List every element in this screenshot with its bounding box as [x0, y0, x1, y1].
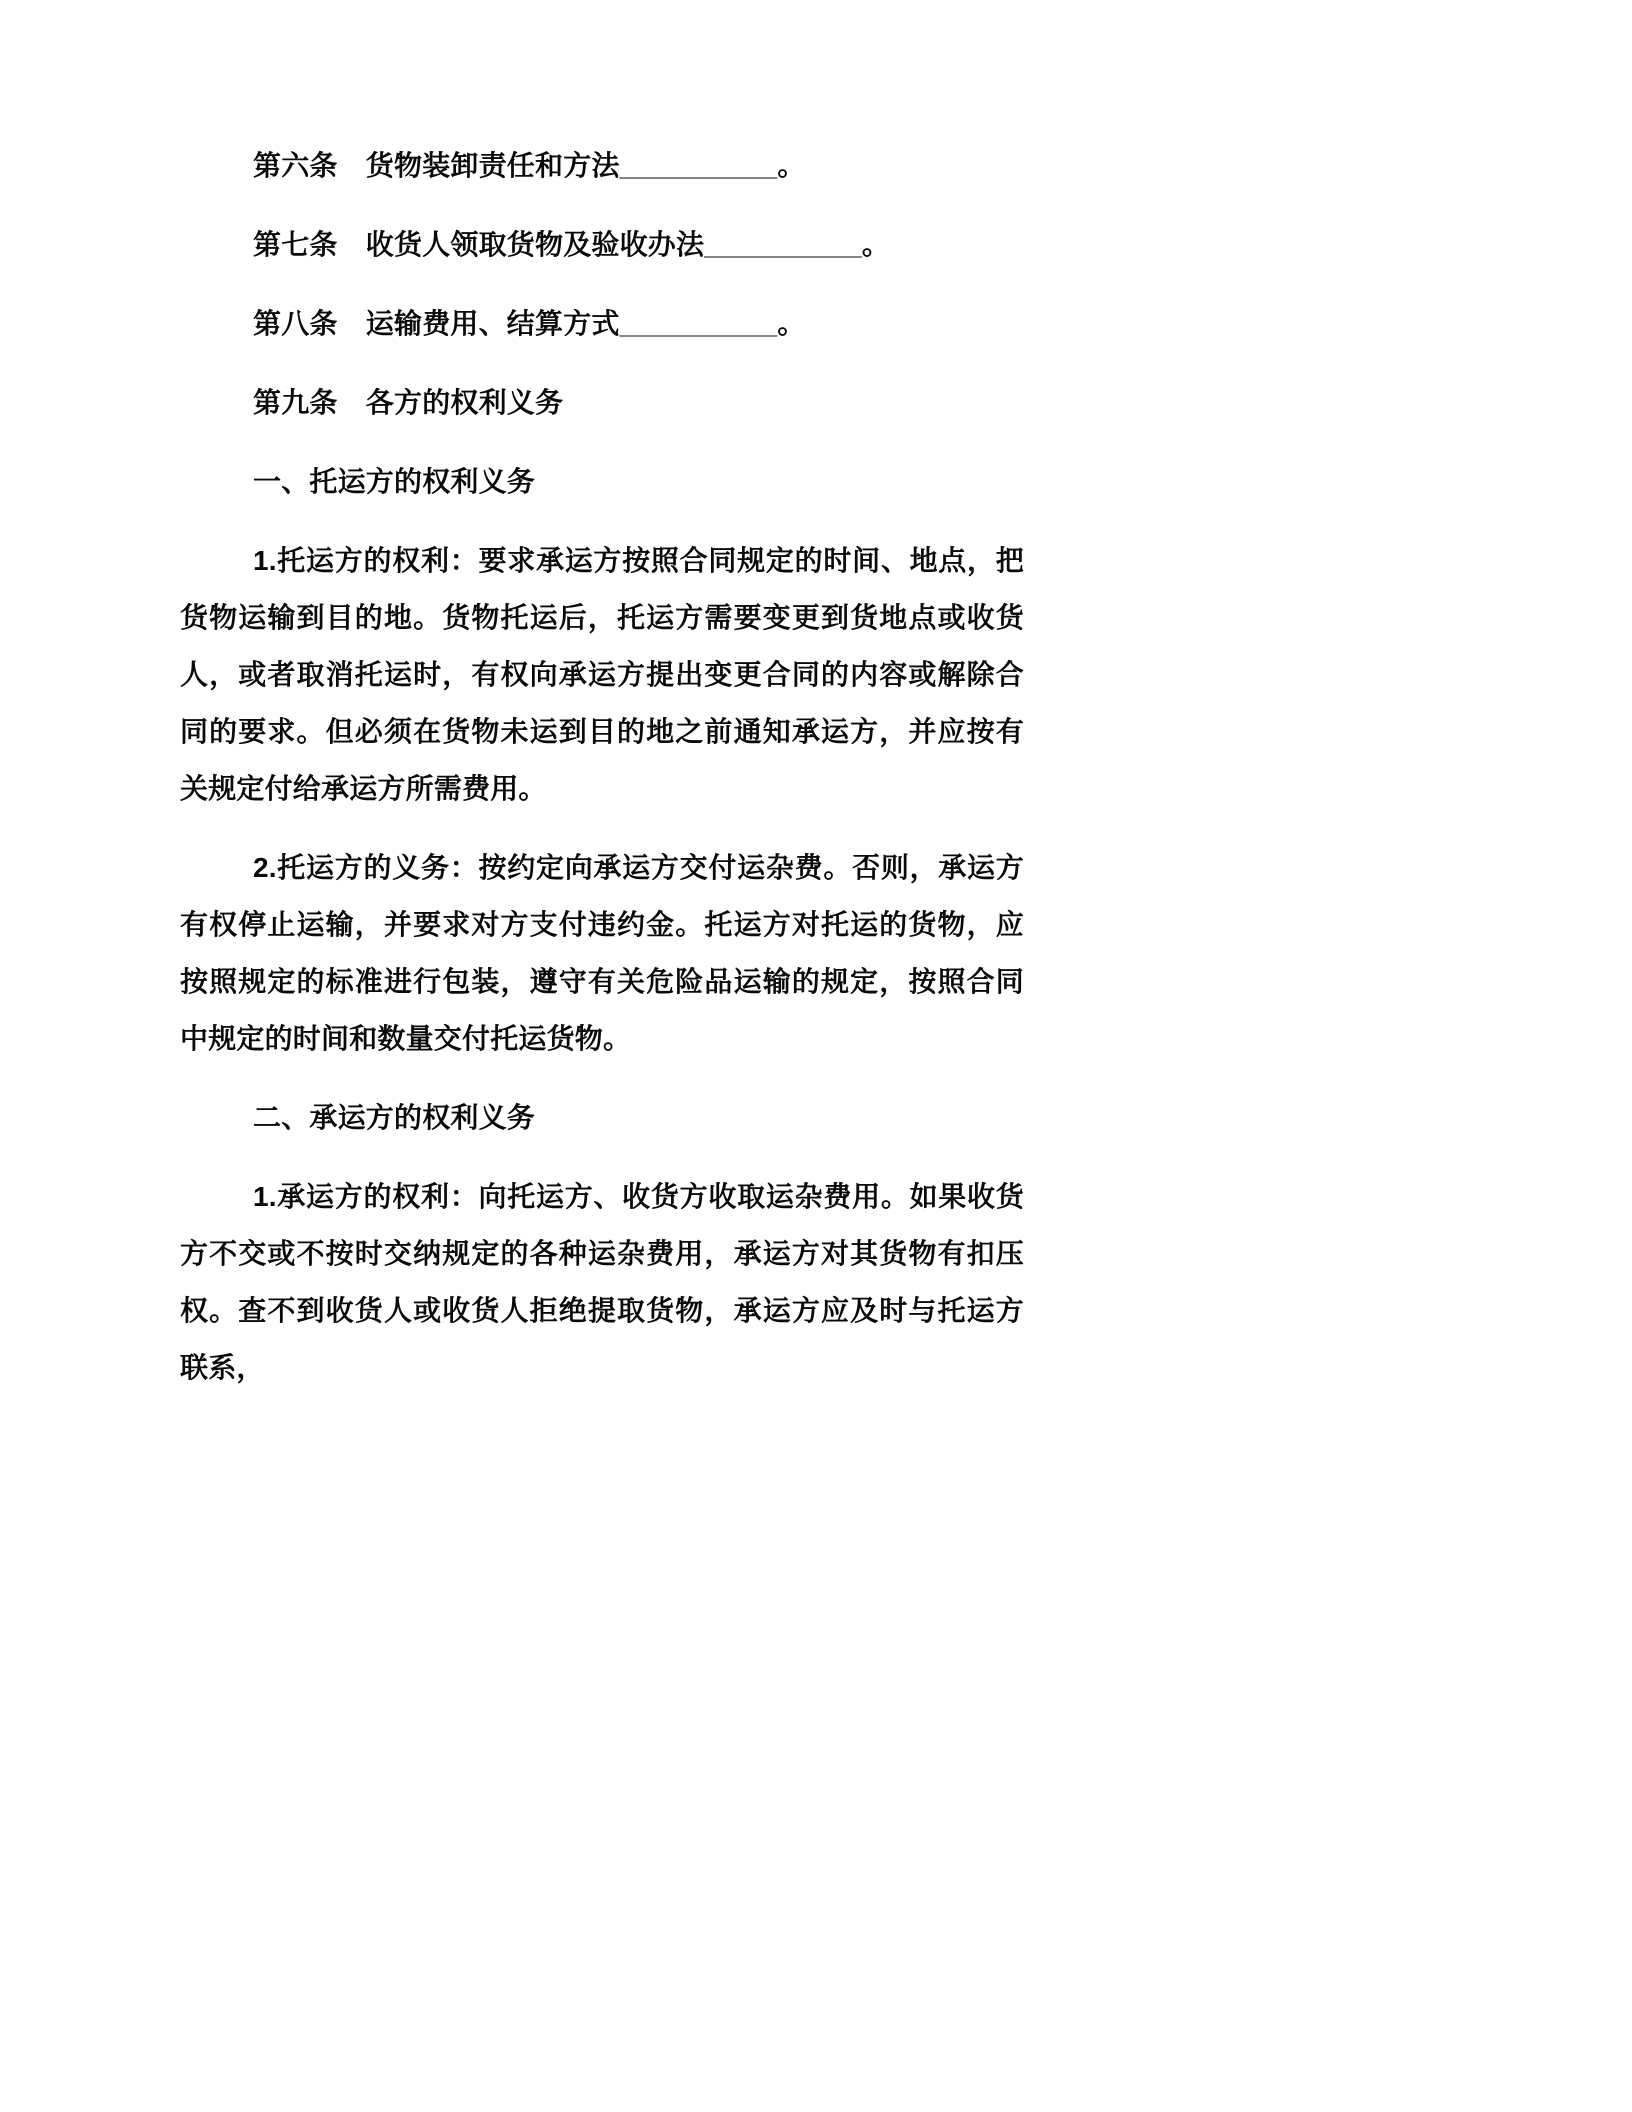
- paragraph-article-7: 第七条 收货人领取货物及验收办法__________。: [253, 229, 891, 260]
- paragraph-carrier-rights: 1.承运方的权利：向托运方、收货方收取运杂费用。如果收货方不交或不按时交纳规定的各种运杂费用，承运方对其货物有扣压权。查不到收货人或收货人拒绝提取货物，承运方应及时与托运方联系，: [180, 1181, 1024, 1383]
- paragraph-shipper-rights: 1.托运方的权利：要求承运方按照合同规定的时间、地点，把货物运输到目的地。货物托运后，托运方需要变更到货地点或收货人，或者取消托运时，有权向承运方提出变更合同的内容或解除合同的要求。但必须在货物未运到目的地之前通知承运方，并应按有关规定付给承运方所需费用。: [180, 545, 1024, 804]
- paragraph-section-2-heading: 二、承运方的权利义务: [253, 1102, 536, 1133]
- paragraph-article-8: 第八条 运输费用、结算方式__________。: [253, 308, 806, 339]
- paragraph-article-6: 第六条 货物装卸责任和方法__________。: [253, 150, 806, 181]
- paragraph-shipper-obligations: 2.托运方的义务：按约定向承运方交付运杂费。否则，承运方有权停止运输，并要求对方支付违约金。托运方对托运的货物，应按照规定的标准进行包装，遵守有关危险品运输的规定，按照合同中规定的时间和数量交付托运货物。: [180, 852, 1024, 1054]
- paragraph-article-9: 第九条 各方的权利义务: [253, 387, 564, 418]
- paragraph-section-1-heading: 一、托运方的权利义务: [253, 466, 536, 497]
